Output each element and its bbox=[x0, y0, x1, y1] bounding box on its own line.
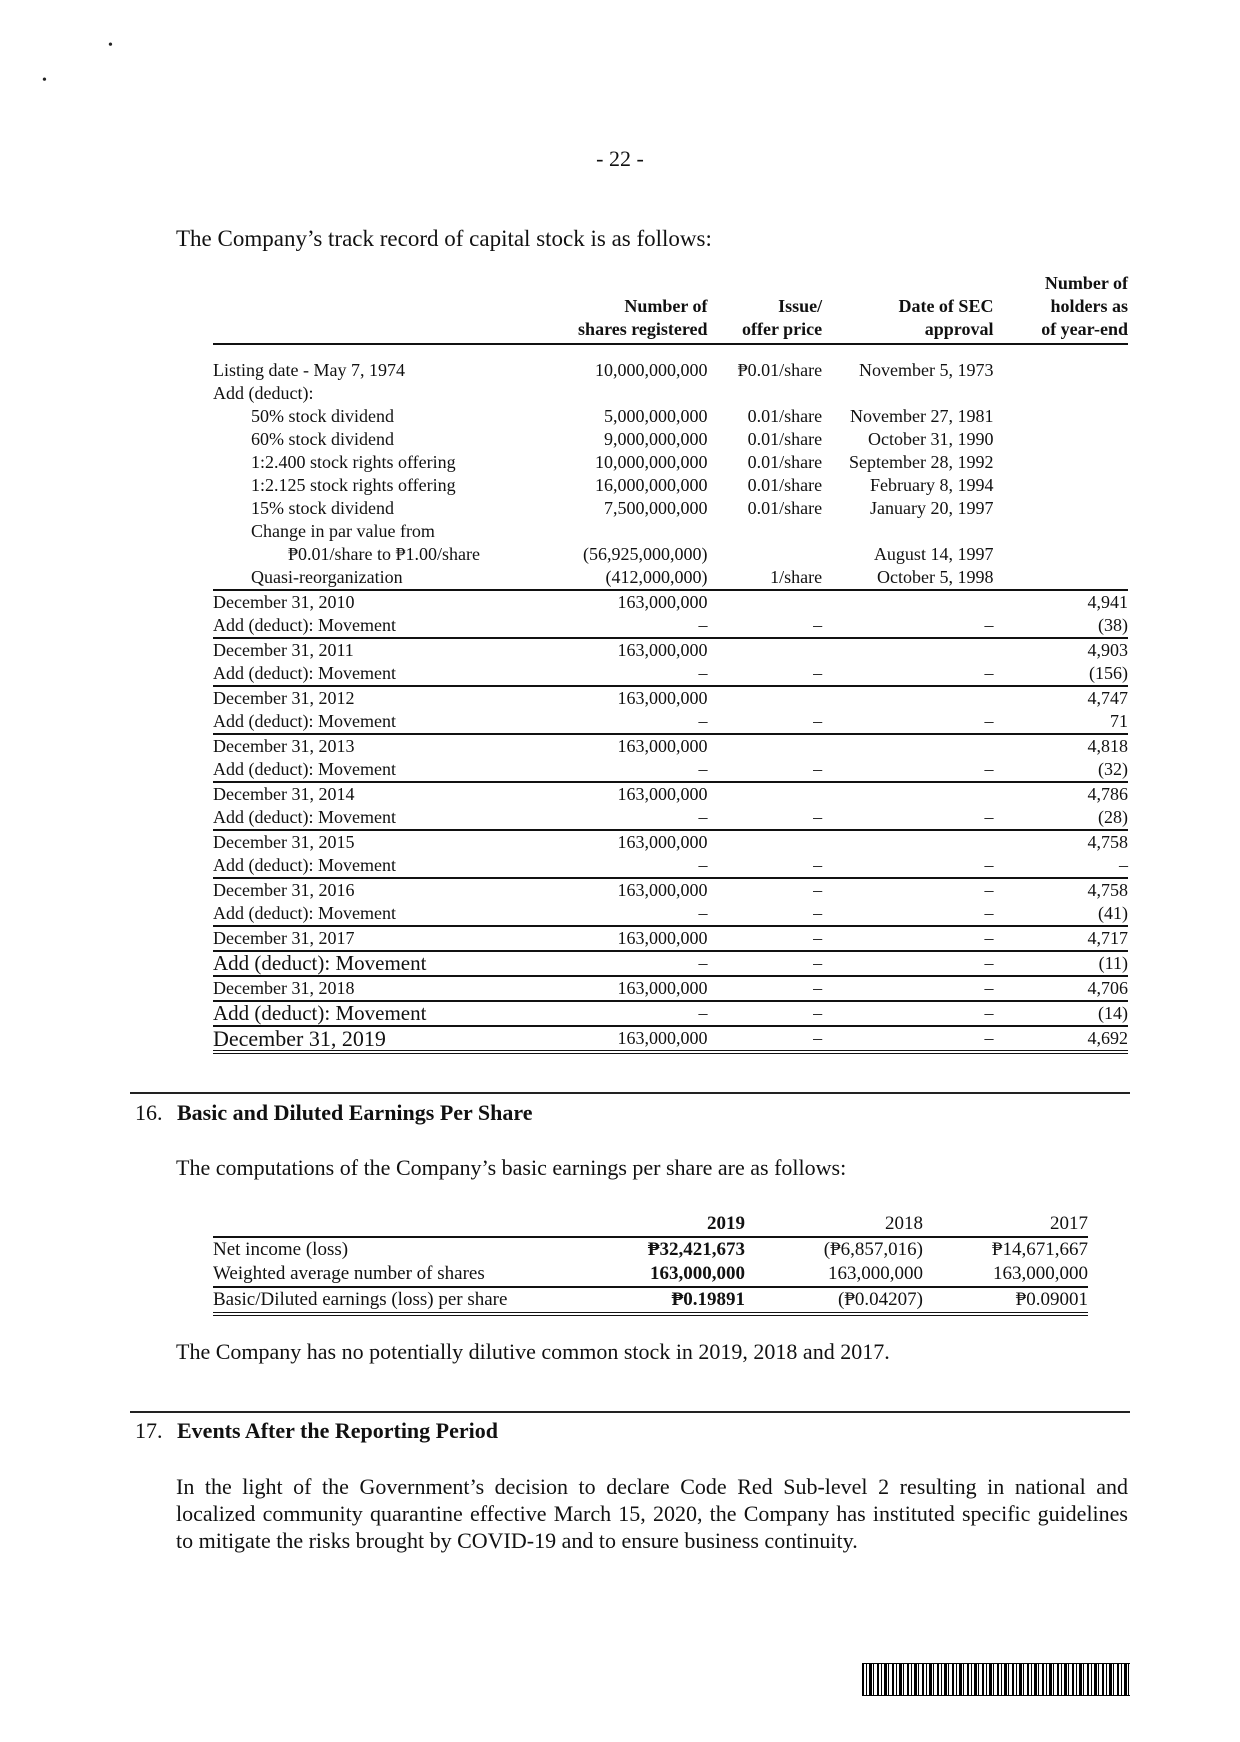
barcode bbox=[862, 1663, 1130, 1696]
holders-cell: (14) bbox=[993, 1001, 1128, 1026]
price-cell: 0.01/share bbox=[747, 475, 823, 495]
date-cell bbox=[822, 830, 993, 854]
shares-cell: 10,000,000,000 bbox=[595, 452, 708, 472]
shares-cell bbox=[480, 382, 708, 405]
row-label: Add (deduct): Movement bbox=[213, 806, 480, 830]
date-cell: – bbox=[822, 854, 993, 878]
price-cell: – bbox=[708, 926, 823, 951]
shares-cell: 16,000,000,000 bbox=[595, 475, 708, 495]
row-label: December 31, 2011 bbox=[213, 640, 354, 660]
price-cell bbox=[708, 686, 823, 710]
holders-cell: 4,758 bbox=[1087, 880, 1128, 900]
price-cell bbox=[708, 382, 823, 405]
price-cell: – bbox=[708, 1001, 823, 1026]
header-line: offer price bbox=[741, 319, 823, 339]
price-cell: – bbox=[813, 880, 823, 900]
year-header: 2019 bbox=[585, 1212, 745, 1237]
section-divider bbox=[130, 1092, 1130, 1094]
date-cell: October 5, 1998 bbox=[822, 566, 993, 590]
holders-cell: (156) bbox=[993, 662, 1128, 686]
price-cell: – bbox=[708, 614, 823, 638]
shares-cell: – bbox=[480, 902, 708, 926]
eps-label: Net income (loss) bbox=[213, 1239, 349, 1260]
table-row bbox=[213, 428, 1128, 451]
price-cell bbox=[708, 590, 823, 614]
table-row bbox=[213, 474, 1128, 497]
holders-cell: 4,903 bbox=[1087, 640, 1128, 660]
shares-cell: – bbox=[480, 1001, 708, 1026]
section-16-heading bbox=[135, 1100, 533, 1126]
date-cell bbox=[822, 782, 993, 806]
eps-row bbox=[213, 1237, 1088, 1262]
price-cell: – bbox=[708, 902, 823, 926]
row-label: December 31, 2012 bbox=[213, 688, 355, 708]
price-cell bbox=[708, 543, 823, 566]
eps-label: Basic/Diluted earnings (loss) per share bbox=[213, 1287, 585, 1314]
table-row bbox=[213, 543, 1128, 566]
date-cell: – bbox=[822, 614, 993, 638]
section-number: 17. bbox=[135, 1418, 163, 1443]
row-label: December 31, 2015 bbox=[213, 832, 355, 852]
date-cell: – bbox=[822, 1026, 993, 1052]
price-cell: 0.01/share bbox=[747, 429, 823, 449]
holders-cell: 4,706 bbox=[993, 976, 1128, 1001]
holders-cell: 4,758 bbox=[1087, 832, 1128, 852]
holders-cell bbox=[993, 428, 1128, 451]
row-label: December 31, 2017 bbox=[213, 926, 480, 951]
row-label: Add (deduct): Movement bbox=[213, 758, 480, 782]
table-row bbox=[213, 405, 1128, 428]
row-label: December 31, 2013 bbox=[213, 736, 355, 756]
date-cell: – bbox=[822, 976, 993, 1001]
events-paragraph: In the light of the Government’s decision to declare Code Red Sub-level 2 resulting in national and localized community quarantine effective March 15, 2020, the Company has instituted specific guidelines to mitigate the risks brought by COVID-19 and to ensure business continuity. bbox=[176, 1474, 1128, 1553]
header-line: holders as bbox=[1050, 296, 1128, 316]
eps-value: (₱0.04207) bbox=[745, 1287, 923, 1314]
holders-cell bbox=[993, 520, 1128, 543]
shares-cell: 163,000,000 bbox=[480, 1026, 708, 1052]
date-cell: – bbox=[822, 926, 993, 951]
table-row bbox=[213, 878, 1128, 902]
price-cell bbox=[708, 638, 823, 662]
shares-cell bbox=[480, 520, 708, 543]
price-cell bbox=[708, 830, 823, 854]
eps-value: ₱0.19891 bbox=[585, 1287, 745, 1314]
holders-cell: (32) bbox=[993, 758, 1128, 782]
table-row bbox=[213, 638, 1128, 662]
price-cell bbox=[708, 782, 823, 806]
eps-header-row bbox=[213, 1212, 1088, 1237]
date-cell: – bbox=[984, 880, 994, 900]
holders-cell bbox=[993, 497, 1128, 520]
year-header: 2017 bbox=[923, 1212, 1088, 1237]
date-cell: – bbox=[822, 951, 993, 976]
capital-stock-table bbox=[213, 272, 1128, 1054]
scan-speck: • bbox=[42, 73, 47, 88]
table-row bbox=[213, 830, 1128, 854]
shares-cell: 163,000,000 bbox=[617, 784, 708, 804]
row-label: December 31, 2014 bbox=[213, 784, 355, 804]
row-label: Quasi-reorganization bbox=[213, 566, 480, 590]
eps-value: 163,000,000 bbox=[993, 1263, 1088, 1284]
date-cell bbox=[822, 686, 993, 710]
shares-cell: 9,000,000,000 bbox=[604, 429, 708, 449]
date-cell: – bbox=[822, 662, 993, 686]
holders-cell bbox=[993, 359, 1128, 382]
eps-row bbox=[213, 1287, 1088, 1314]
holders-cell: 4,717 bbox=[993, 926, 1128, 951]
table-row bbox=[213, 926, 1128, 951]
row-label: Add (deduct): Movement bbox=[213, 951, 480, 976]
holders-cell bbox=[993, 405, 1128, 428]
holders-cell bbox=[993, 543, 1128, 566]
table-row bbox=[213, 497, 1128, 520]
holders-cell: (28) bbox=[993, 806, 1128, 830]
eps-row bbox=[213, 1262, 1088, 1287]
eps-value: (₱6,857,016) bbox=[823, 1239, 923, 1260]
shares-cell: (56,925,000,000) bbox=[583, 544, 708, 564]
table-row bbox=[213, 782, 1128, 806]
price-cell: – bbox=[708, 710, 823, 734]
shares-cell: – bbox=[480, 806, 708, 830]
shares-cell: (412,000,000) bbox=[480, 566, 708, 590]
table-row bbox=[213, 382, 1128, 405]
section-17-heading bbox=[135, 1418, 498, 1444]
shares-cell: – bbox=[480, 758, 708, 782]
row-label: 1:2.125 stock rights offering bbox=[251, 475, 456, 495]
date-cell bbox=[822, 638, 993, 662]
eps-label-header bbox=[213, 1212, 585, 1237]
table-row bbox=[213, 590, 1128, 614]
shares-cell: 163,000,000 bbox=[617, 688, 708, 708]
holders-cell: (41) bbox=[993, 902, 1128, 926]
price-cell: – bbox=[708, 976, 823, 1001]
shares-cell: 10,000,000,000 bbox=[595, 360, 708, 380]
capital-stock-intro: The Company’s track record of capital stock is as follows: bbox=[176, 226, 712, 251]
section-title: Events After the Reporting Period bbox=[177, 1418, 498, 1443]
label-header bbox=[213, 272, 480, 344]
shares-cell: 7,500,000,000 bbox=[604, 498, 708, 518]
date-cell bbox=[822, 734, 993, 758]
row-label: 60% stock dividend bbox=[251, 429, 394, 449]
sec-approval-header bbox=[822, 272, 993, 344]
eps-value: ₱32,421,673 bbox=[647, 1239, 745, 1260]
date-cell: September 28, 1992 bbox=[848, 452, 994, 472]
holders-cell: (38) bbox=[993, 614, 1128, 638]
row-label: Add (deduct): Movement bbox=[213, 902, 480, 926]
shares-cell: – bbox=[480, 710, 708, 734]
table-row bbox=[213, 614, 1128, 638]
eps-intro: The computations of the Company’s basic earnings per share are as follows: bbox=[176, 1155, 847, 1180]
shares-cell: – bbox=[480, 614, 708, 638]
scan-speck: • bbox=[108, 38, 113, 53]
table-row bbox=[213, 976, 1128, 1001]
table-row bbox=[213, 359, 1128, 382]
header-line: Number of bbox=[1044, 273, 1128, 293]
table-row bbox=[213, 710, 1128, 734]
page-number: - 22 - bbox=[596, 146, 644, 171]
holders-cell bbox=[993, 382, 1128, 405]
price-cell: – bbox=[708, 854, 823, 878]
shares-cell: 163,000,000 bbox=[617, 736, 708, 756]
date-cell: – bbox=[822, 1001, 993, 1026]
row-label: December 31, 2016 bbox=[213, 880, 355, 900]
eps-value: ₱14,671,667 bbox=[991, 1239, 1088, 1260]
shares-registered-header bbox=[480, 272, 708, 344]
price-cell: – bbox=[708, 758, 823, 782]
row-label: 15% stock dividend bbox=[251, 498, 394, 518]
row-label: December 31, 2010 bbox=[213, 592, 355, 612]
eps-value: 163,000,000 bbox=[650, 1263, 745, 1284]
eps-value: 163,000,000 bbox=[828, 1263, 923, 1284]
dilutive-note: The Company has no potentially dilutive common stock in 2019, 2018 and 2017. bbox=[176, 1339, 890, 1364]
shares-cell: – bbox=[480, 662, 708, 686]
price-cell bbox=[708, 734, 823, 758]
date-cell: August 14, 1997 bbox=[873, 544, 994, 564]
holders-cell bbox=[993, 451, 1128, 474]
holders-cell bbox=[993, 474, 1128, 497]
holders-cell: 4,747 bbox=[1087, 688, 1128, 708]
table-row bbox=[213, 1026, 1128, 1052]
row-label: Add (deduct): bbox=[213, 383, 314, 403]
shares-cell: 163,000,000 bbox=[480, 926, 708, 951]
shares-cell: 5,000,000,000 bbox=[604, 406, 708, 426]
date-cell: November 5, 1973 bbox=[858, 360, 994, 380]
holders-cell: (11) bbox=[993, 951, 1128, 976]
price-cell: 0.01/share bbox=[747, 452, 823, 472]
date-cell: – bbox=[822, 902, 993, 926]
shares-cell: – bbox=[480, 951, 708, 976]
holders-cell: 4,941 bbox=[1087, 592, 1128, 612]
price-cell bbox=[708, 520, 823, 543]
row-label: 1:2.400 stock rights offering bbox=[251, 452, 456, 472]
holders-cell: 4,818 bbox=[1087, 736, 1128, 756]
eps-label: Weighted average number of shares bbox=[213, 1263, 485, 1284]
eps-table bbox=[213, 1212, 1088, 1316]
date-cell: January 20, 1997 bbox=[869, 498, 994, 518]
date-cell bbox=[822, 382, 993, 405]
shares-cell: 163,000,000 bbox=[480, 976, 708, 1001]
table-row bbox=[213, 451, 1128, 474]
row-label: Listing date - May 7, 1974 bbox=[213, 360, 405, 380]
shares-cell: 163,000,000 bbox=[617, 880, 708, 900]
table-row bbox=[213, 686, 1128, 710]
date-cell: – bbox=[822, 806, 993, 830]
table-row bbox=[213, 734, 1128, 758]
date-cell bbox=[822, 520, 993, 543]
header-line: shares registered bbox=[578, 319, 708, 339]
year-header: 2018 bbox=[745, 1212, 923, 1237]
header-line: of year-end bbox=[1041, 319, 1128, 339]
table-row bbox=[213, 902, 1128, 926]
capital-stock-header-row bbox=[213, 272, 1128, 344]
table-row bbox=[213, 520, 1128, 543]
table-row bbox=[213, 1001, 1128, 1026]
shares-cell: 163,000,000 bbox=[617, 592, 708, 612]
table-row bbox=[213, 566, 1128, 590]
header-line: Number of bbox=[624, 296, 708, 316]
row-label: Add (deduct): Movement bbox=[213, 854, 480, 878]
price-cell: 1/share bbox=[708, 566, 823, 590]
shares-cell: – bbox=[480, 854, 708, 878]
row-label: 50% stock dividend bbox=[251, 406, 394, 426]
shares-cell: 163,000,000 bbox=[617, 640, 708, 660]
holders-header bbox=[993, 272, 1128, 344]
table-row bbox=[213, 758, 1128, 782]
holders-cell: 4,786 bbox=[1087, 784, 1128, 804]
section-number: 16. bbox=[135, 1100, 163, 1125]
price-cell: – bbox=[708, 806, 823, 830]
table-row bbox=[213, 951, 1128, 976]
holders-cell: – bbox=[993, 854, 1128, 878]
row-label: Add (deduct): Movement bbox=[213, 710, 480, 734]
date-cell: February 8, 1994 bbox=[869, 475, 994, 495]
header-line: Date of SEC bbox=[898, 296, 994, 316]
table-row bbox=[213, 806, 1128, 830]
table-row bbox=[213, 854, 1128, 878]
row-label: Add (deduct): Movement bbox=[213, 662, 480, 686]
date-cell: – bbox=[822, 710, 993, 734]
date-cell: October 31, 1990 bbox=[867, 429, 994, 449]
date-cell bbox=[822, 590, 993, 614]
row-label: Change in par value from bbox=[251, 521, 435, 541]
holders-cell bbox=[993, 566, 1128, 590]
price-cell: 0.01/share bbox=[747, 406, 823, 426]
date-cell: – bbox=[822, 758, 993, 782]
row-label: Add (deduct): Movement bbox=[213, 1001, 480, 1026]
section-divider bbox=[130, 1411, 1130, 1413]
spacer-row bbox=[213, 344, 1128, 359]
offer-price-header bbox=[708, 272, 823, 344]
row-label: December 31, 2018 bbox=[213, 976, 480, 1001]
header-line: Issue/ bbox=[778, 296, 823, 316]
header-line: approval bbox=[924, 319, 994, 339]
table-row bbox=[213, 662, 1128, 686]
date-cell: November 27, 1981 bbox=[849, 406, 994, 426]
section-title: Basic and Diluted Earnings Per Share bbox=[177, 1100, 533, 1125]
row-label: ₱0.01/share to ₱1.00/share bbox=[288, 544, 480, 564]
price-cell: 0.01/share bbox=[747, 498, 823, 518]
shares-cell: 163,000,000 bbox=[617, 832, 708, 852]
row-label: December 31, 2019 bbox=[213, 1026, 480, 1052]
holders-cell: 4,692 bbox=[993, 1026, 1128, 1052]
holders-cell: 71 bbox=[993, 710, 1128, 734]
price-cell: – bbox=[708, 662, 823, 686]
eps-value: ₱0.09001 bbox=[923, 1287, 1088, 1314]
price-cell: – bbox=[708, 951, 823, 976]
price-cell: ₱0.01/share bbox=[737, 360, 823, 380]
row-label: Add (deduct): Movement bbox=[213, 614, 480, 638]
price-cell: – bbox=[708, 1026, 823, 1052]
